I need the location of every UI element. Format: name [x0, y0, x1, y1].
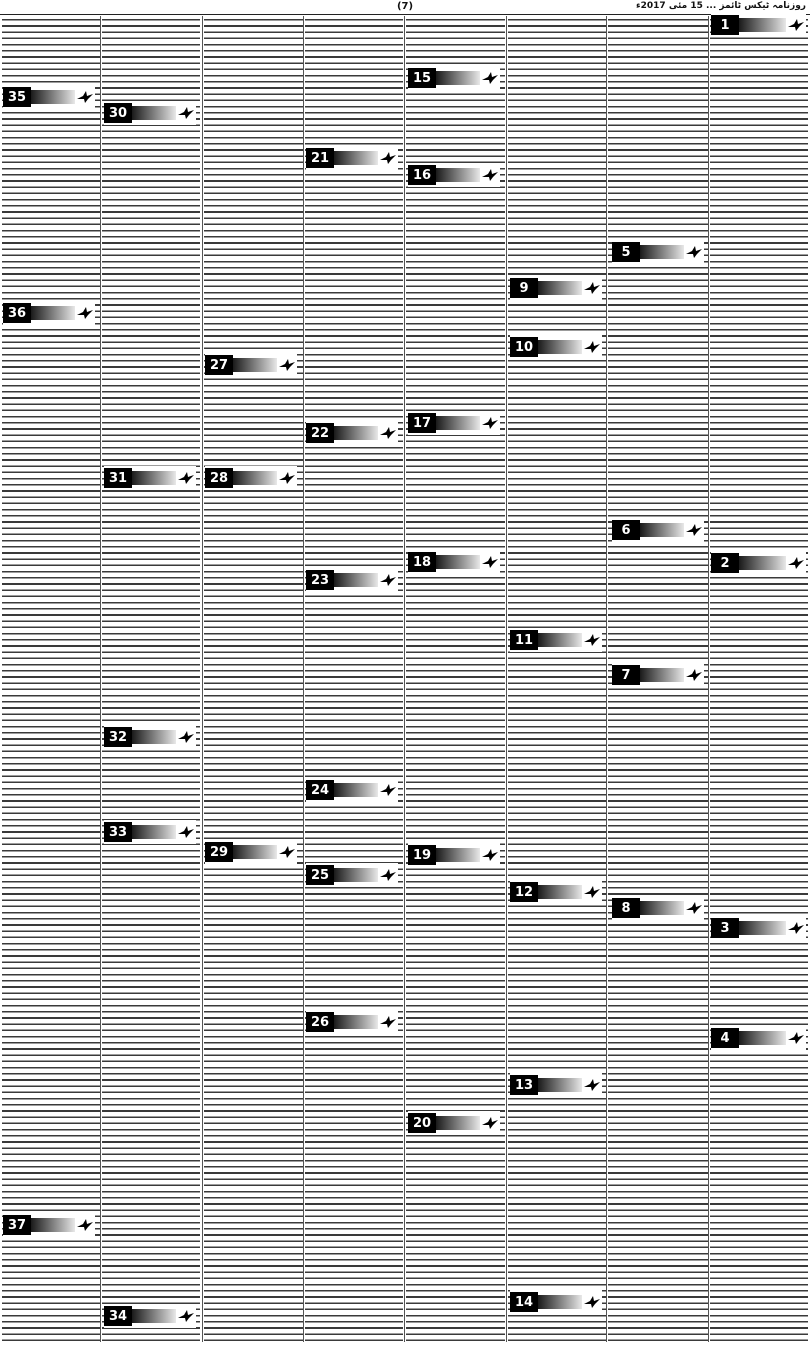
item-marker	[612, 520, 704, 540]
item-number: 25	[306, 865, 334, 885]
marker-bar	[334, 151, 378, 165]
bird-icon	[684, 900, 704, 916]
item-marker	[408, 165, 500, 185]
marker-bar	[334, 426, 378, 440]
item-marker	[3, 303, 95, 323]
bird-icon	[480, 847, 500, 863]
column-rule	[708, 16, 709, 1342]
item-marker	[510, 630, 602, 650]
item-number: 24	[306, 780, 334, 800]
item-marker	[306, 780, 398, 800]
bird-icon	[378, 867, 398, 883]
item-number: 23	[306, 570, 334, 590]
bird-icon	[684, 522, 704, 538]
item-number: 34	[104, 1306, 132, 1326]
item-marker	[612, 665, 704, 685]
bird-icon	[378, 425, 398, 441]
marker-bar	[132, 825, 176, 839]
marker-bar	[436, 848, 480, 862]
marker-bar	[538, 340, 582, 354]
marker-bar	[132, 471, 176, 485]
item-number: 26	[306, 1012, 334, 1032]
bird-icon	[582, 632, 602, 648]
marker-bar	[334, 1015, 378, 1029]
item-marker	[205, 468, 297, 488]
item-number: 14	[510, 1292, 538, 1312]
marker-bar	[739, 18, 786, 32]
item-marker	[711, 553, 806, 573]
text-column	[204, 16, 303, 1342]
marker-bar	[233, 471, 277, 485]
bird-icon	[786, 1030, 806, 1046]
item-marker	[510, 278, 602, 298]
bird-icon	[480, 167, 500, 183]
item-number: 15	[408, 68, 436, 88]
item-number: 1	[711, 15, 739, 35]
item-marker	[205, 842, 297, 862]
marker-bar	[436, 555, 480, 569]
column-rule	[606, 16, 607, 1342]
bird-icon	[378, 572, 398, 588]
text-column	[2, 16, 100, 1342]
item-marker	[408, 845, 500, 865]
item-number: 3	[711, 918, 739, 938]
marker-bar	[436, 168, 480, 182]
item-number: 5	[612, 242, 640, 262]
item-number: 31	[104, 468, 132, 488]
item-number: 22	[306, 423, 334, 443]
item-marker	[306, 865, 398, 885]
bird-icon	[582, 280, 602, 296]
marker-bar	[538, 281, 582, 295]
column-rule	[202, 16, 203, 1342]
item-number: 18	[408, 552, 436, 572]
item-marker	[711, 1028, 806, 1048]
bird-icon	[480, 70, 500, 86]
marker-bar	[739, 556, 786, 570]
marker-bar	[233, 358, 277, 372]
bird-icon	[786, 17, 806, 33]
item-marker	[205, 355, 297, 375]
item-marker	[306, 148, 398, 168]
item-marker	[408, 413, 500, 433]
marker-bar	[538, 633, 582, 647]
text-column	[710, 16, 808, 1342]
bird-icon	[176, 105, 196, 121]
item-marker	[104, 103, 196, 123]
item-marker	[3, 87, 95, 107]
bird-icon	[176, 824, 196, 840]
column-rule	[100, 16, 101, 1342]
item-number: 20	[408, 1113, 436, 1133]
item-number: 7	[612, 665, 640, 685]
marker-bar	[538, 1078, 582, 1092]
item-marker	[306, 423, 398, 443]
marker-bar	[132, 1309, 176, 1323]
marker-bar	[640, 523, 684, 537]
item-marker	[408, 1113, 500, 1133]
item-number: 37	[3, 1215, 31, 1235]
bird-icon	[176, 1308, 196, 1324]
bird-icon	[480, 415, 500, 431]
item-number: 36	[3, 303, 31, 323]
bird-icon	[277, 357, 297, 373]
text-column	[305, 16, 403, 1342]
marker-bar	[334, 573, 378, 587]
bird-icon	[582, 1294, 602, 1310]
marker-bar	[538, 1295, 582, 1309]
bird-icon	[480, 1115, 500, 1131]
item-number: 27	[205, 355, 233, 375]
item-marker	[510, 1075, 602, 1095]
item-number: 28	[205, 468, 233, 488]
marker-bar	[334, 783, 378, 797]
column-rule	[303, 16, 304, 1342]
marker-bar	[31, 90, 75, 104]
item-number: 8	[612, 898, 640, 918]
marker-bar	[739, 921, 786, 935]
dateline: روزنامہ ٹیکس ٹائمز ... 15 مئی 2017ء	[636, 1, 806, 11]
bird-icon	[480, 554, 500, 570]
item-marker	[408, 552, 500, 572]
bird-icon	[786, 555, 806, 571]
item-number: 6	[612, 520, 640, 540]
item-marker	[104, 822, 196, 842]
bird-icon	[277, 844, 297, 860]
bird-icon	[75, 1217, 95, 1233]
item-number: 4	[711, 1028, 739, 1048]
item-number: 12	[510, 882, 538, 902]
page-header	[0, 0, 810, 15]
item-number: 35	[3, 87, 31, 107]
marker-bar	[436, 1116, 480, 1130]
marker-bar	[334, 868, 378, 882]
marker-bar	[640, 245, 684, 259]
item-marker	[3, 1215, 95, 1235]
marker-bar	[132, 106, 176, 120]
item-number: 29	[205, 842, 233, 862]
item-marker	[711, 918, 806, 938]
item-marker	[711, 15, 806, 35]
text-column	[102, 16, 200, 1342]
bird-icon	[75, 89, 95, 105]
bird-icon	[378, 150, 398, 166]
item-marker	[104, 468, 196, 488]
item-marker	[306, 570, 398, 590]
bird-icon	[378, 782, 398, 798]
item-number: 10	[510, 337, 538, 357]
marker-bar	[538, 885, 582, 899]
bird-icon	[75, 305, 95, 321]
marker-bar	[436, 416, 480, 430]
marker-bar	[31, 1218, 75, 1232]
marker-bar	[132, 730, 176, 744]
marker-bar	[436, 71, 480, 85]
item-number: 32	[104, 727, 132, 747]
bird-icon	[684, 667, 704, 683]
bird-icon	[176, 470, 196, 486]
item-number: 17	[408, 413, 436, 433]
bird-icon	[176, 729, 196, 745]
bird-icon	[378, 1014, 398, 1030]
page-number: (7)	[396, 1, 414, 12]
item-marker	[408, 68, 500, 88]
item-number: 19	[408, 845, 436, 865]
item-number: 30	[104, 103, 132, 123]
item-number: 33	[104, 822, 132, 842]
bird-icon	[786, 920, 806, 936]
marker-bar	[640, 668, 684, 682]
marker-bar	[233, 845, 277, 859]
item-number: 2	[711, 553, 739, 573]
column-rule	[506, 16, 507, 1342]
text-column	[406, 16, 505, 1342]
bird-icon	[684, 244, 704, 260]
item-marker	[510, 1292, 602, 1312]
bird-icon	[277, 470, 297, 486]
bird-icon	[582, 1077, 602, 1093]
bird-icon	[582, 884, 602, 900]
item-marker	[306, 1012, 398, 1032]
bird-icon	[582, 339, 602, 355]
item-marker	[510, 337, 602, 357]
marker-bar	[640, 901, 684, 915]
item-marker	[510, 882, 602, 902]
marker-bar	[739, 1031, 786, 1045]
column-rule	[404, 16, 405, 1342]
item-number: 21	[306, 148, 334, 168]
item-number: 13	[510, 1075, 538, 1095]
item-marker	[104, 727, 196, 747]
item-marker	[104, 1306, 196, 1326]
item-number: 11	[510, 630, 538, 650]
marker-bar	[31, 306, 75, 320]
item-marker	[612, 898, 704, 918]
item-number: 16	[408, 165, 436, 185]
item-number: 9	[510, 278, 538, 298]
item-marker	[612, 242, 704, 262]
text-column	[508, 16, 606, 1342]
